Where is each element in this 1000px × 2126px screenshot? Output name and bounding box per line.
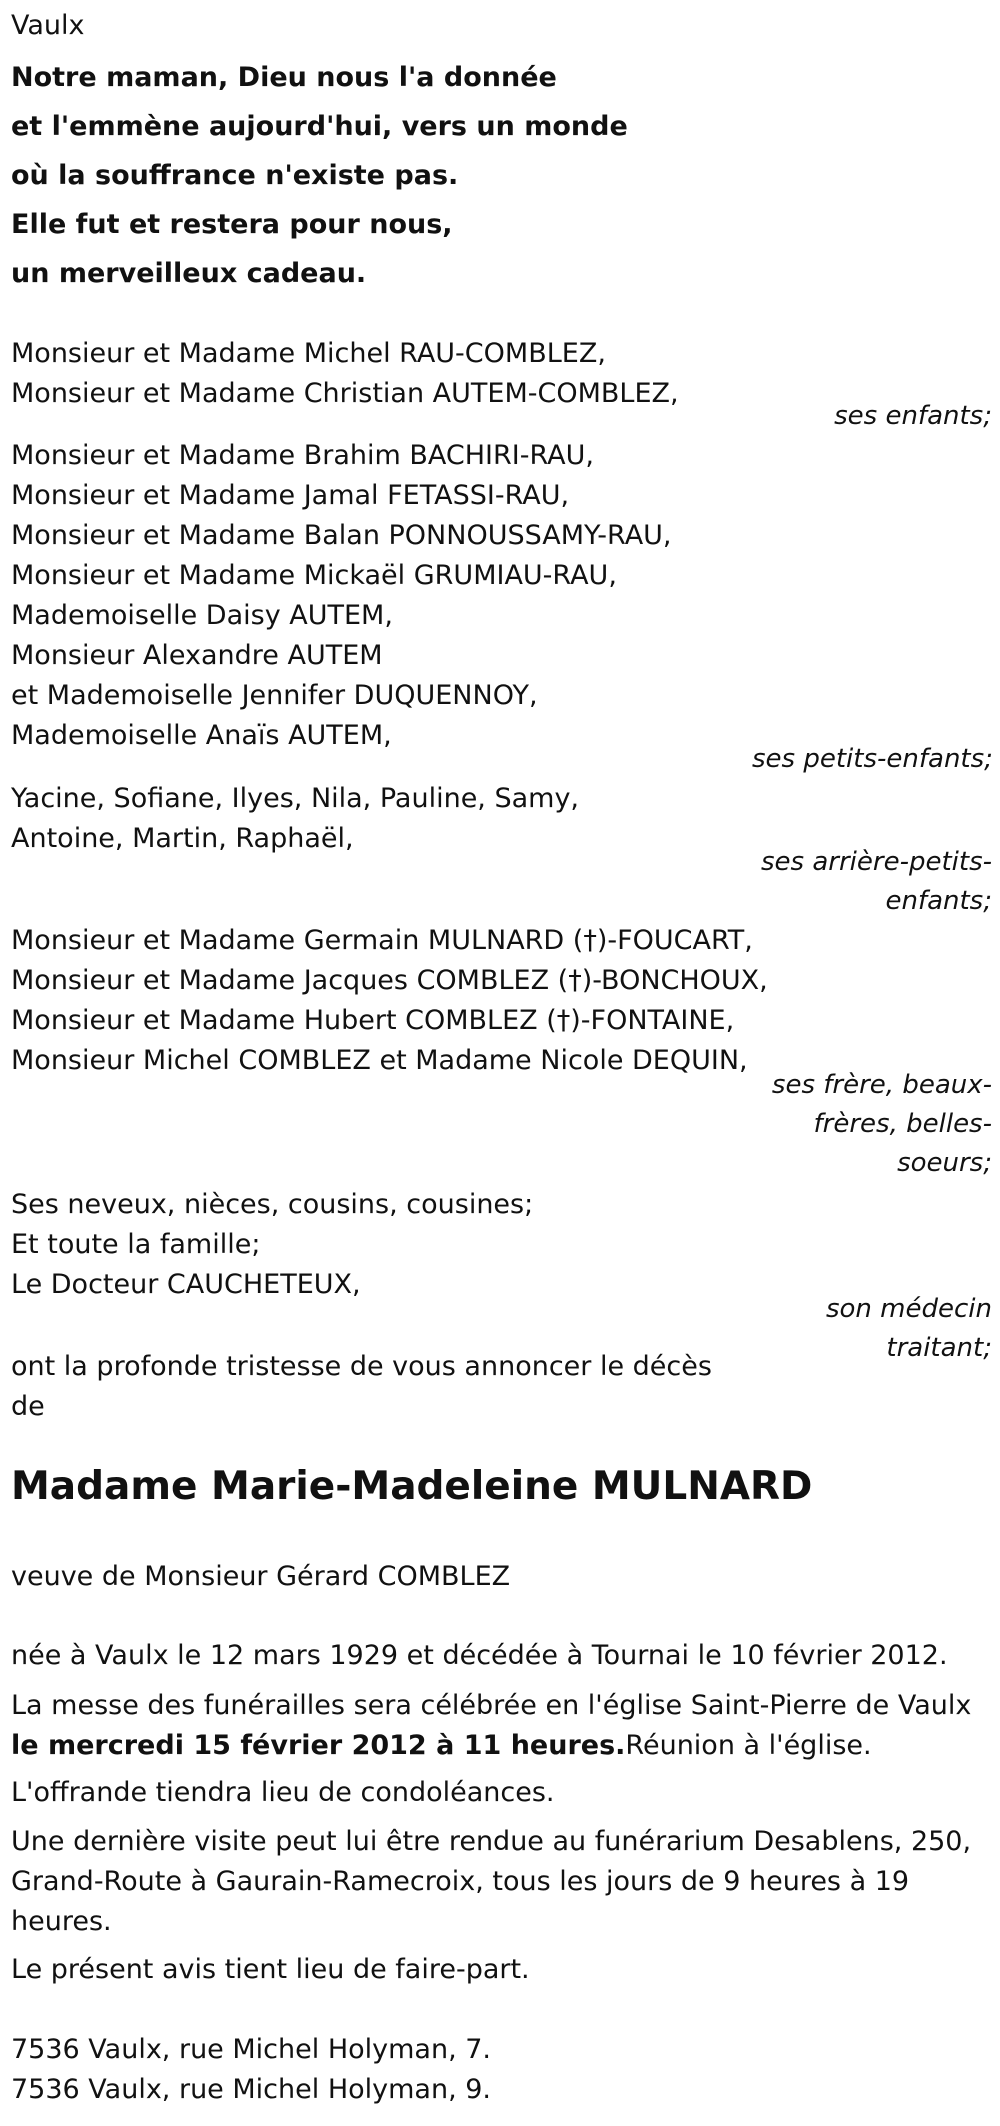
- family-member: Monsieur et Madame Brahim BACHIRI-RAU,: [11, 440, 594, 471]
- grandchildren-relation: [752, 740, 992, 779]
- doctor-relation: [752, 1290, 992, 1368]
- family-member: Et toute la famille;: [11, 1229, 261, 1260]
- family-member: Monsieur Michel COMBLEZ et Madame Nicole DEQUIN,: [11, 1045, 748, 1076]
- birth-death: née à Vaulx le 12 mars 1929 et décédée à Tournai le 10 février 2012.: [11, 1640, 948, 1671]
- family-member: Monsieur et Madame Balan PONNOUSSAMY-RAU,: [11, 520, 672, 551]
- location-header: [11, 6, 85, 46]
- address-line: 7536 Vaulx, rue Michel Holyman, 7.: [11, 2034, 492, 2065]
- family-member: Le Docteur CAUCHETEUX,: [11, 1269, 361, 1300]
- address-line: 7536 Vaulx, rue Michel Holyman, 9.: [11, 2074, 492, 2105]
- addresses: [11, 2030, 491, 2110]
- great-grandchildren-relation: [752, 843, 992, 921]
- deceased-name: Madame Marie-Madeleine MULNARD: [11, 1464, 813, 1509]
- great-grandchildren-names: [11, 779, 579, 859]
- relation-label: frères, belles-: [813, 1109, 992, 1139]
- family-member: Mademoiselle Daisy AUTEM,: [11, 600, 393, 631]
- mass-date: le mercredi 15 février 2012 à 11 heures.: [11, 1730, 626, 1761]
- family-member: Monsieur et Madame Mickaël GRUMIAU-RAU,: [11, 560, 617, 591]
- family-member: Monsieur et Madame Michel RAU-COMBLEZ,: [11, 338, 606, 369]
- family-member: Yacine, Sofiane, Ilyes, Nila, Pauline, Samy,: [11, 783, 580, 814]
- funeral-mass: [11, 1686, 986, 1766]
- relation-label: ses petits-enfants;: [752, 744, 993, 774]
- announcement-line: ont la profonde tristesse de vous annoncer le décès: [11, 1351, 712, 1382]
- poem-line: et l'emmène aujourd'hui, vers un monde: [11, 111, 628, 142]
- family-member: Mademoiselle Anaïs AUTEM,: [11, 720, 392, 751]
- family-member: Monsieur Alexandre AUTEM: [11, 640, 383, 671]
- location-text: Vaulx: [11, 10, 85, 41]
- family-member: et Mademoiselle Jennifer DUQUENNOY,: [11, 680, 538, 711]
- family-member: Monsieur et Madame Jacques COMBLEZ (†)-BONCHOUX,: [11, 965, 768, 996]
- mass-text: La messe des funérailles sera célébrée en l'église Saint-Pierre de Vaulx: [11, 1690, 972, 1721]
- widow-of: veuve de Monsieur Gérard COMBLEZ: [11, 1561, 511, 1592]
- family-member: Monsieur et Madame Hubert COMBLEZ (†)-FONTAINE,: [11, 1005, 735, 1036]
- relation-label: enfants;: [885, 886, 992, 916]
- visit-info: Une dernière visite peut lui être rendue au funérarium Desablens, 250, Grand-Route à Gaurain-Ramecroix, tous les jours de 9 heures à 19 heures.: [11, 1826, 972, 1937]
- mass-meeting: Réunion à l'église.: [625, 1730, 872, 1761]
- relation-label: ses enfants;: [834, 401, 992, 431]
- relation-label: soeurs;: [897, 1148, 992, 1178]
- family-member: Monsieur et Madame Germain MULNARD (†)-FOUCART,: [11, 925, 753, 956]
- poem-line: où la souffrance n'existe pas.: [11, 160, 459, 191]
- family-member: Monsieur et Madame Christian AUTEM-COMBLEZ,: [11, 378, 679, 409]
- relation-label: ses frère, beaux-: [771, 1070, 992, 1100]
- grandchildren-names: [11, 436, 672, 756]
- family-member: Ses neveux, nièces, cousins, cousines;: [11, 1189, 534, 1220]
- children-relation: [752, 397, 992, 436]
- relation-label: ses arrière-petits-: [761, 847, 992, 877]
- poem-line: Notre maman, Dieu nous l'a donnée: [11, 62, 557, 93]
- family-member: Monsieur et Madame Jamal FETASSI-RAU,: [11, 480, 570, 511]
- relation-label: traitant;: [886, 1333, 992, 1363]
- relation-label: son médecin: [825, 1294, 992, 1324]
- announcement-line: de: [11, 1391, 45, 1422]
- siblings-relation: [752, 1066, 992, 1183]
- offering-note: L'offrande tiendra lieu de condoléances.: [11, 1777, 555, 1808]
- other-family-names: [11, 1185, 533, 1305]
- poem-line: Elle fut et restera pour nous,: [11, 209, 453, 240]
- notice-text: Le présent avis tient lieu de faire-part.: [11, 1954, 530, 1985]
- family-member: Antoine, Martin, Raphaël,: [11, 823, 354, 854]
- announcement: [11, 1347, 712, 1427]
- poem-line: un merveilleux cadeau.: [11, 258, 367, 289]
- poem: [11, 53, 628, 298]
- siblings-names: [11, 921, 768, 1081]
- children-names: [11, 334, 679, 414]
